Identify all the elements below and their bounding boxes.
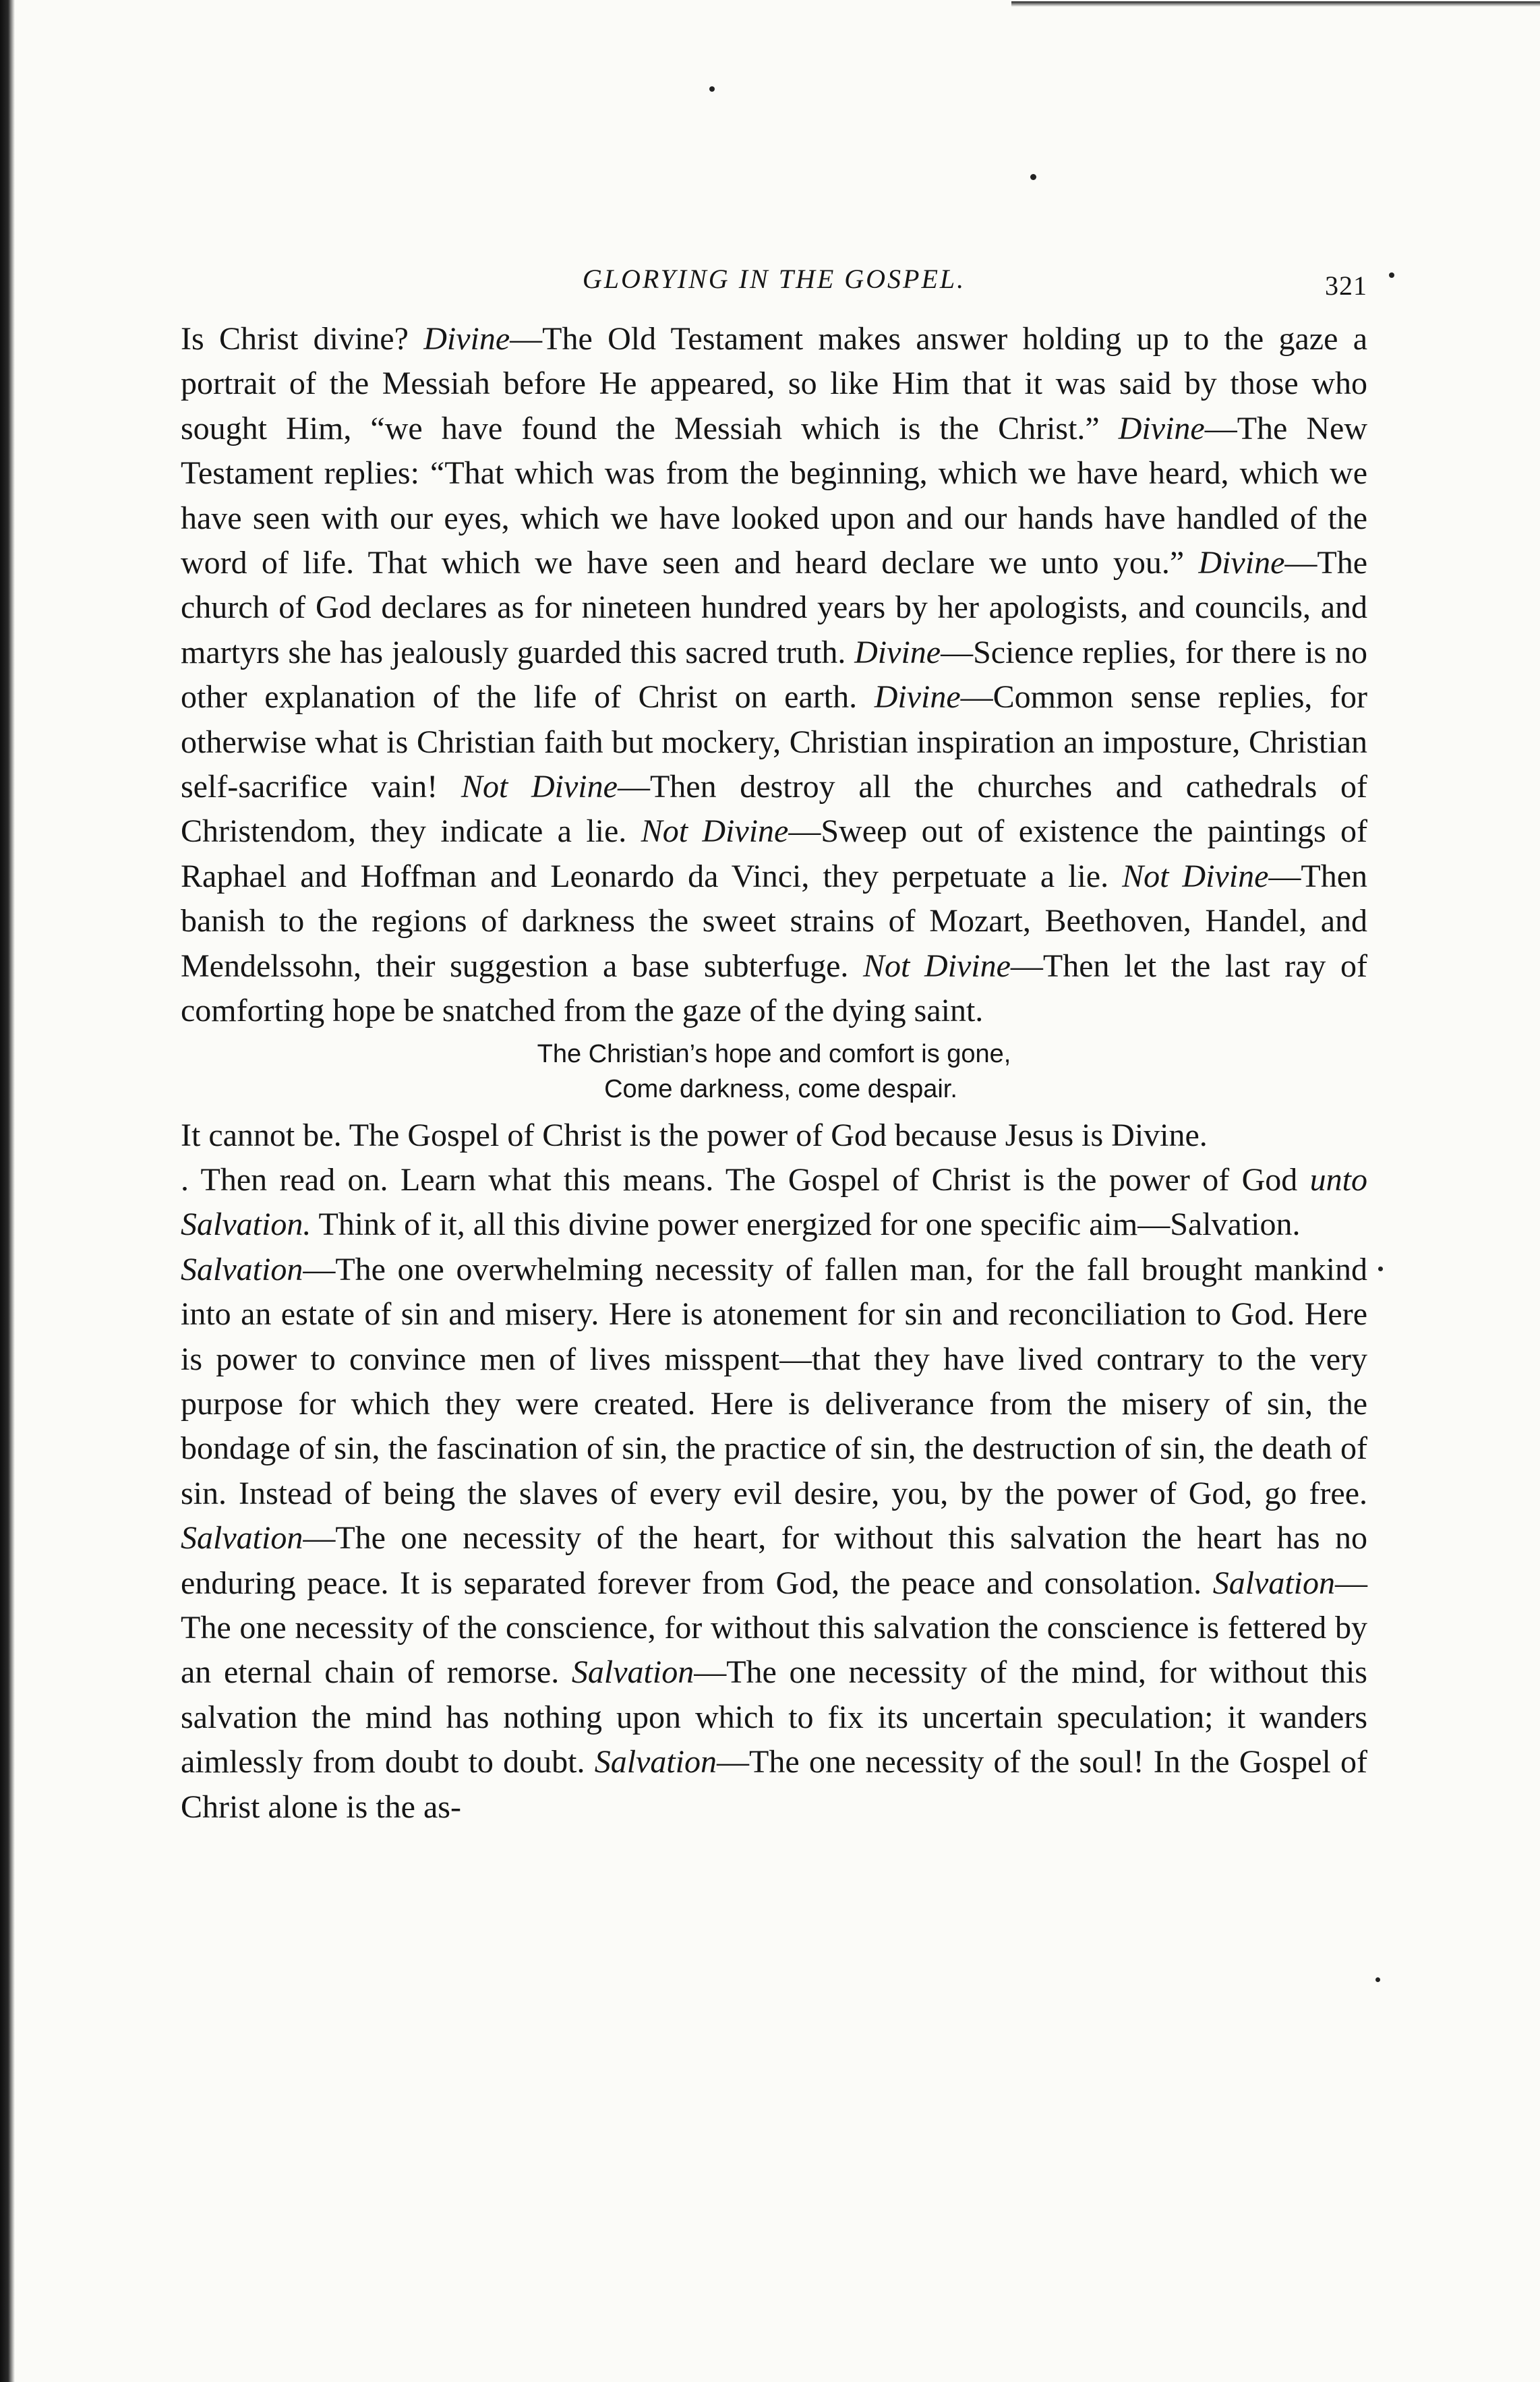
italic-text-run: Not Divine xyxy=(461,769,618,805)
italic-text-run: Salvation xyxy=(181,1520,303,1557)
text-run: —The one overwhelming necessity of fallen man, for the fall brought mankind into an estate of sin and misery. Here is atonement for sin and reconciliation to God. Here is power to convince men of lives misspent—that they have lived contrary to the very purpose for which they were created. Here is deliverance from the misery of sin, the bondage of sin, the fascination of sin, the practice of sin, the destruction of sin, the death of sin. Instead of being the slaves of every evil desire, you, by the power of God, go free. xyxy=(181,1251,1367,1511)
text-run: —The New Testament replies: “That which was from the beginning, which we have heard, which we have seen with our eyes, which we have looked upon and our hands have handled of the word of life. That which we have seen and heard declare we unto you.” xyxy=(181,410,1367,581)
text-run: Think of it, all this divine power energized for one specific aim—Salvation. xyxy=(311,1207,1301,1243)
italic-text-run: Salvation xyxy=(181,1251,303,1287)
italic-text-run: Not Divine xyxy=(641,813,789,850)
running-title: GLORYING IN THE GOSPEL. xyxy=(582,264,966,294)
italic-text-run: Divine xyxy=(854,634,941,670)
paragraph-cannot-be xyxy=(181,1113,1367,1158)
running-head xyxy=(181,256,1367,317)
italic-text-run: Divine xyxy=(1118,410,1205,446)
verse-line: The Christian’s hope and comfort is gone, xyxy=(537,1039,1011,1068)
text-run: —The one necessity of the mind, for without this salvation the mind has nothing upon which to fix its uncertain speculation; it wanders aimlessly from doubt to doubt. xyxy=(181,1654,1367,1780)
text-run: —The one necessity of the soul! In the Gospel of Christ alone is the as- xyxy=(181,1744,1368,1825)
text-run: —Then let the last ray of comforting hope be snatched from the gaze of the dying saint. xyxy=(181,948,1368,1029)
paragraph-christ-divine xyxy=(181,317,1367,1034)
scan-left-edge xyxy=(0,0,15,2382)
italic-text-run: Salvation xyxy=(594,1744,717,1780)
paragraph-salvation xyxy=(181,1248,1367,1830)
text-run: —Sweep out of existence the paintings of Raphael and Hoffman and Leonardo da Vinci, they perpetuate a lie. xyxy=(181,813,1368,894)
scan-speck xyxy=(1378,1267,1383,1271)
italic-text-run: Divine xyxy=(1198,545,1285,581)
scan-top-edge xyxy=(1011,1,1540,7)
italic-text-run: Salvation xyxy=(1212,1565,1335,1601)
text-run: —Common sense replies, for otherwise what is Christian faith but mockery, Christian inspiration an imposture, Christian self-sacrifice vain! xyxy=(181,679,1367,805)
text-run: —The Old Testament makes answer holding up to the gaze a portrait of the Messiah before He appeared, so like Him that it was said by those who sought Him, “we have found the Messiah which is the Christ.” xyxy=(181,321,1367,446)
text-run: —Then destroy all the churches and cathedrals of Christendom, they indicate a lie. xyxy=(181,769,1368,850)
paragraph-read-on xyxy=(181,1158,1367,1248)
scan-speck xyxy=(709,86,715,92)
italic-text-run: Divine xyxy=(874,679,961,716)
text-run: . Then read on. Learn what this means. The Gospel of Christ is the power of God xyxy=(181,1161,1310,1198)
italic-text-run: Not Divine xyxy=(1122,858,1269,894)
italic-text-run: unto Salvation. xyxy=(181,1161,1367,1243)
text-run: Is Christ divine? xyxy=(181,321,424,357)
scan-speck xyxy=(1030,174,1036,180)
book-page xyxy=(181,256,1367,1830)
text-run: It cannot be. The Gospel of Christ is the power of God because Jesus is Divine. xyxy=(181,1117,1208,1153)
italic-text-run: Not Divine xyxy=(863,948,1011,984)
text-run: —Science replies, for there is no other explanation of the life of Christ on earth. xyxy=(181,634,1367,716)
text-run: —The one necessity of the heart, for without this salvation the heart has no enduring peace. It is separated forever from God, the peace and consolation. xyxy=(181,1520,1367,1601)
verse-line: Come darkness, come despair. xyxy=(604,1074,957,1103)
text-run: —The one necessity of the conscience, for without this salvation the conscience is fettered by an eternal chain of remorse. xyxy=(181,1565,1367,1691)
scan-speck xyxy=(1375,1977,1380,1982)
verse-quotation xyxy=(181,1037,1367,1107)
text-run: —The church of God declares as for nineteen hundred years by her apologists, and councils, and martyrs she has jealously guarded this sacred truth. xyxy=(181,545,1367,670)
scan-speck xyxy=(1389,272,1394,278)
italic-text-run: Divine xyxy=(423,321,510,357)
italic-text-run: Salvation xyxy=(571,1654,694,1691)
text-run: —Then banish to the regions of darkness the sweet strains of Mozart, Beethoven, Handel, and Mendelssohn, their suggestion a base subterfuge. xyxy=(181,858,1368,984)
page-number: 321 xyxy=(1325,270,1367,301)
